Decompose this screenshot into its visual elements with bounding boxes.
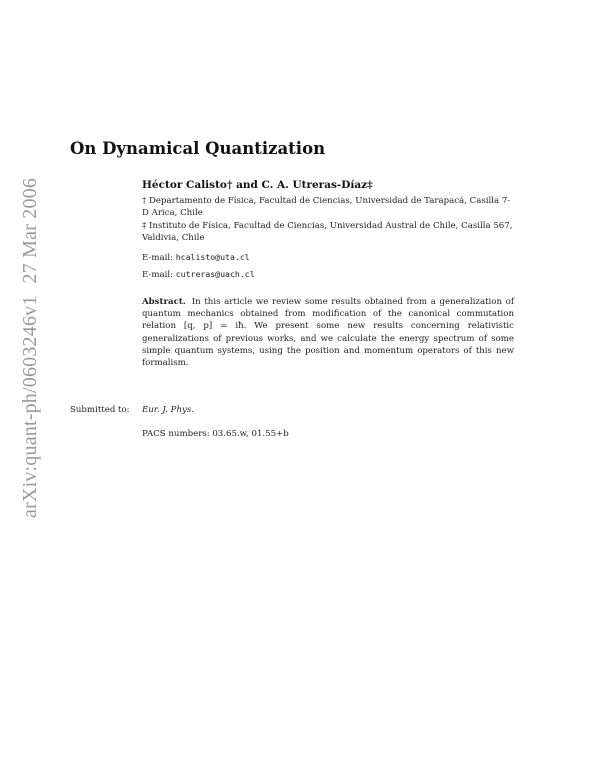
arxiv-id: arXiv:quant-ph/0603246v1 [19, 295, 41, 518]
email-line-2 [142, 268, 514, 281]
affiliation-2: ‡ Instituto de Física, Facultad de Ciencias, Universidad Austral de Chile, Casilla 567, Valdivia, Chile [142, 221, 513, 243]
email-address-2[interactable]: cutreras@uach.cl [175, 269, 255, 279]
abstract [142, 296, 514, 369]
email-label: E-mail: [142, 270, 174, 280]
submitted-line [70, 405, 194, 415]
email-label: E-mail: [142, 253, 174, 263]
arxiv-stamp [19, 178, 42, 518]
email-line-1 [142, 251, 514, 264]
paper-authors: Héctor Calisto† and C. A. Utreras-Díaz‡ [142, 179, 373, 191]
abstract-label: Abstract. [142, 297, 186, 307]
affiliation-1: † Departamento de Física, Facultad de Ciencias, Universidad de Tarapacá, Casilla 7-D Arica, Chile [142, 196, 511, 218]
paper-title: On Dynamical Quantization [70, 139, 326, 158]
email-address-1[interactable]: hcalisto@uta.cl [175, 252, 250, 262]
abstract-text: In this article we review some results obtained from a generalization of quantum mechanics obtained from modification of the canonical commutation relation [q, p] = iħ. We present some new results concerning relativistic generalizations of previous works, and we calculate the energy spectrum of some simple quantum systems, using the position and momentum operators of this new formalism. [142, 297, 514, 369]
journal-name: Eur. J. Phys. [142, 405, 194, 415]
arxiv-date: 27 Mar 2006 [19, 177, 41, 284]
submitted-label: Submitted to: [70, 405, 130, 415]
pacs-numbers: PACS numbers: 03.65.w, 01.55+b [142, 429, 289, 439]
